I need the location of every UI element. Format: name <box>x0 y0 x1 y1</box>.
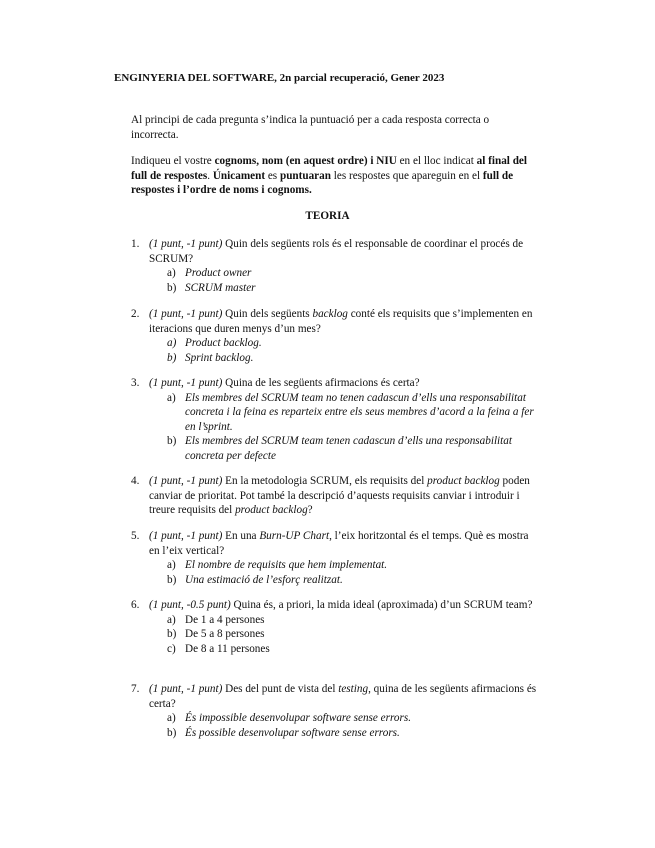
option-label: b) <box>167 573 177 586</box>
document-title: ENGINYERIA DEL SOFTWARE, 2n parcial recuperació, Gener 2023 <box>114 72 445 84</box>
question-number: 2. <box>131 308 140 320</box>
option-text: Product backlog. <box>185 337 262 350</box>
instr-bold-name-order: cognoms, nom (en aquest ordre) i NIU <box>214 155 397 167</box>
answer-option <box>167 613 541 628</box>
section-heading: TEORIA <box>305 210 350 222</box>
instr-bold-scored: puntuaran <box>279 169 331 182</box>
question-points: (1 punt, -1 punt) <box>149 238 223 250</box>
option-text: Una estimació de l’esforç realitzat. <box>185 573 343 586</box>
answer-option <box>167 627 541 642</box>
instr-bold-location: al final del full de respostes <box>131 155 527 182</box>
answer-option <box>167 266 541 281</box>
instr-bold-only: Únicament <box>212 169 266 182</box>
question-body: , l’eix horitzontal és el temps. Què es mostra en l’eix vertical? <box>149 530 529 557</box>
answer-options <box>167 711 541 740</box>
question-text <box>149 376 541 391</box>
answer-option <box>167 711 541 726</box>
question-2 <box>131 307 541 365</box>
question-body: Quina és, a priori, la mida ideal (aproximada) d’un SCRUM team? <box>230 599 533 611</box>
question-term: Burn-UP Chart <box>259 530 330 542</box>
question-body: Quin dels següents <box>222 308 313 320</box>
instr-text: les respostes que apareguin en el <box>330 169 483 182</box>
question-number: 7. <box>131 683 140 695</box>
question-number: 1. <box>131 238 140 250</box>
question-points: (1 punt, -0.5 punt) <box>149 599 231 611</box>
question-body: poden canviar de prioritat. Pot també la descripció d’aquests requisits canviar i introduir i treure requisits del <box>149 475 530 517</box>
question-term: testing <box>338 683 369 695</box>
option-label: a) <box>167 391 176 404</box>
instr-text: es <box>265 169 280 182</box>
option-text: SCRUM master <box>185 281 256 294</box>
option-label: a) <box>167 267 176 280</box>
option-label: a) <box>167 613 176 626</box>
option-text: Els membres del SCRUM team tenen cadascun d’ells una responsabilitat concreta per defecte <box>185 435 512 462</box>
question-number: 5. <box>131 530 140 542</box>
option-text: Sprint backlog. <box>185 351 254 364</box>
answer-option <box>167 351 541 366</box>
option-text: De 8 a 11 persones <box>185 642 270 655</box>
question-body: En una <box>222 530 260 542</box>
option-label: b) <box>167 435 177 448</box>
question-points: (1 punt, -1 punt) <box>149 530 223 542</box>
question-term: product backlog <box>427 475 500 487</box>
option-label: b) <box>167 351 177 364</box>
option-text: Els membres del SCRUM team no tenen cadascun d’ells una responsabilitat concreta i la feina es reparteix entre els seus membres d’acord a la feina a fer en l’sprint. <box>185 391 534 433</box>
question-3 <box>131 376 541 464</box>
question-body: ? <box>307 504 313 517</box>
option-label: a) <box>167 559 176 572</box>
option-label: b) <box>167 281 177 294</box>
question-points: (1 punt, -1 punt) <box>149 475 223 487</box>
question-number: 3. <box>131 377 140 389</box>
option-text: El nombre de requisits que hem implementat. <box>185 559 388 572</box>
question-4 <box>131 474 541 518</box>
answer-options <box>167 391 541 464</box>
question-points: (1 punt, -1 punt) <box>149 308 223 320</box>
answer-options <box>167 266 541 295</box>
answer-options <box>167 558 541 587</box>
answer-option <box>167 336 541 351</box>
answer-options <box>167 336 541 365</box>
instr-text: en el lloc indicat <box>396 155 477 167</box>
question-body: Quin dels següents rols és el responsable de coordinar el procés de SCRUM? <box>149 238 524 265</box>
answer-option <box>167 573 541 588</box>
instr-bold-answer-sheet: full de respostes i l’ordre de noms i cognoms. <box>131 169 514 197</box>
question-term: backlog <box>312 308 348 320</box>
question-number: 6. <box>131 599 140 611</box>
option-text: És impossible desenvolupar software sense errors. <box>185 712 412 725</box>
question-body: En la metodologia SCRUM, els requisits del <box>222 475 428 487</box>
option-text: És possible desenvolupar software sense errors. <box>185 726 400 739</box>
question-5 <box>131 529 541 587</box>
option-label: a) <box>167 337 177 350</box>
answer-option <box>167 434 541 463</box>
answer-option <box>167 391 541 435</box>
question-7 <box>131 682 541 740</box>
option-label: a) <box>167 712 176 725</box>
option-text: Product owner <box>185 267 252 280</box>
question-text <box>149 598 541 613</box>
answer-option <box>167 726 541 741</box>
question-text <box>149 307 541 336</box>
question-body: conté els requisits que s’implementen en iteracions que duren menys d’un mes? <box>149 308 533 335</box>
option-text: De 1 a 4 persones <box>185 613 265 626</box>
question-points: (1 punt, -1 punt) <box>149 377 223 389</box>
option-label: b) <box>167 628 177 641</box>
question-points: (1 punt, -1 punt) <box>149 683 223 695</box>
answer-option <box>167 558 541 573</box>
question-6 <box>131 598 541 656</box>
instr-text: . <box>207 169 213 182</box>
question-text <box>149 474 541 518</box>
option-text: De 5 a 8 persones <box>185 628 265 641</box>
question-body: Quina de les següents afirmacions és certa? <box>222 377 420 389</box>
answer-option <box>167 642 541 657</box>
answer-options <box>167 613 541 657</box>
question-body: , quina de les següents afirmacions és certa? <box>149 683 537 710</box>
question-term: product backlog <box>235 504 308 517</box>
instr-text: Indiqueu el vostre <box>131 155 215 167</box>
intro-paragraph-instructions <box>131 154 531 198</box>
answer-option <box>167 281 541 296</box>
question-1 <box>131 237 541 295</box>
question-body: Des del punt de vista del <box>222 683 339 695</box>
question-text <box>149 682 541 711</box>
question-text <box>149 529 541 558</box>
question-text <box>149 237 541 266</box>
option-label: c) <box>167 642 176 655</box>
intro-paragraph-scoring: Al principi de cada pregunta s’indica la puntuació per a cada resposta correcta o incorrecta. <box>131 114 490 141</box>
option-label: b) <box>167 726 177 739</box>
question-number: 4. <box>131 475 140 487</box>
